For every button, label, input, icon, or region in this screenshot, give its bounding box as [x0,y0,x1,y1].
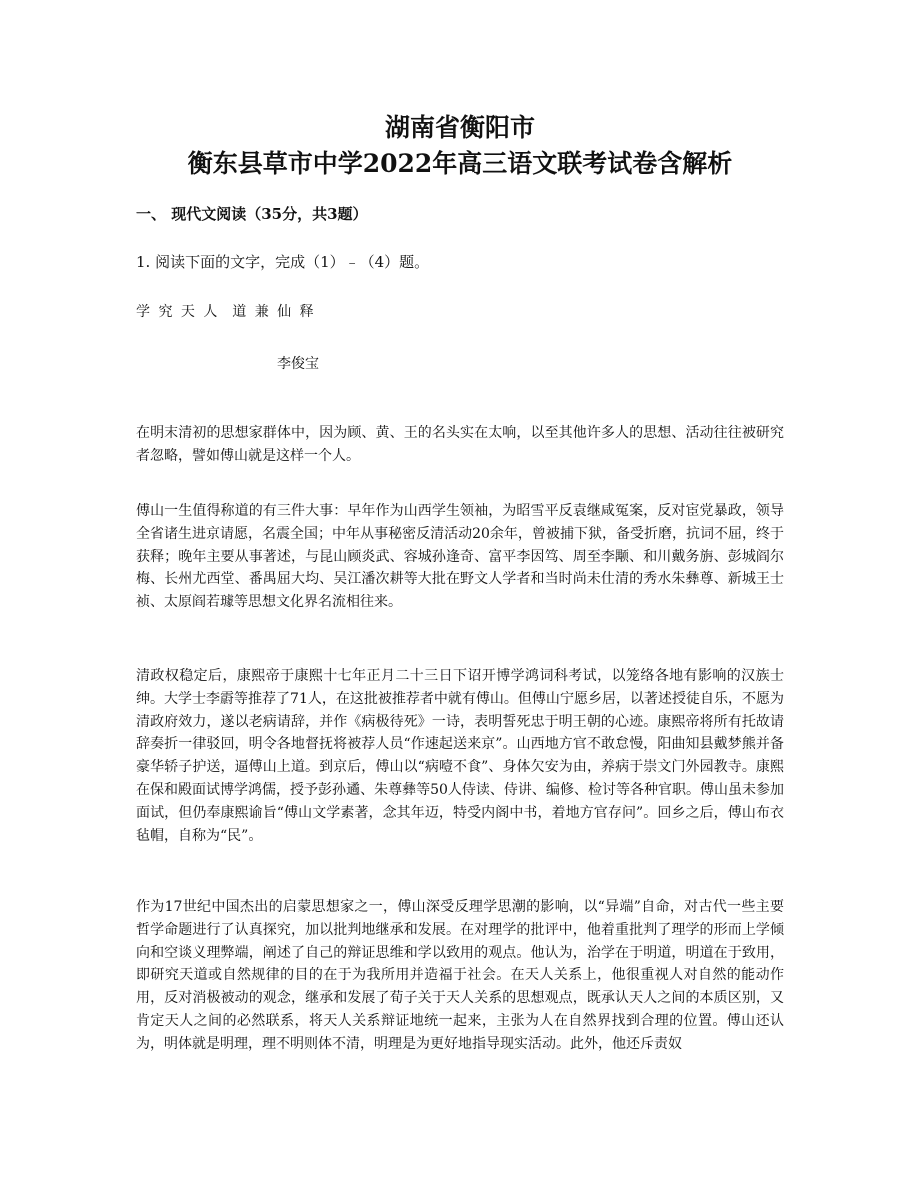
section-heading: 一、 现代文阅读（35分，共3题） [136,205,368,223]
article-author: 李俊宝 [277,356,319,372]
title-line-2: 衡东县草市中学2022年高三语文联考试卷含解析 [187,149,733,178]
title-line-1: 湖南省衡阳市 [384,113,535,142]
paragraph-1: 在明末清初的思想家群体中，因为顾、黄、王的名头实在太响，以至其他许多人的思想、活动往往被研究者忽略，譬如傅山就是这样一个人。 [136,425,784,464]
paragraph-2: 傅山一生值得称道的有三件大事：早年作为山西学生领袖，为昭雪平反袁继咸冤案，反对宦党暴政，领导全省诸生进京请愿，名震全国；中年从事秘密反清活动20余年，曾被捕下狱，备受折磨，抗词不屈，终于获释；晚年主要从事著述，与昆山顾炎武、容城孙逢奇、富平李因笃、周至李颙、和川戴务旃、彭城阎尔梅、长州尤西堂、番禺屈大均、吴江潘次耕等大批在野文人学者和当时尚未仕清的秀水朱彝尊、新城王士祯、太原阎若璩等思想文化界名流相往来。 [136,503,784,611]
article-title: 学 究 天 人 道 兼 仙 释 [136,304,316,320]
paragraph-4: 作为17世纪中国杰出的启蒙思想家之一，傅山深受反理学思潮的影响，以“异端”自命，对古代一些主要哲学命题进行了认真探究，加以批判地继承和发展。在对理学的批评中，他着重批判了理学的形而上学倾向和空谈义理弊端，阐述了自己的辩证思维和学以致用的观点。他认为，治学在于明道，明道在于致用，即研究天道或自然规律的目的在于为我所用并造福于社会。在天人关系上，他很重视人对自然的能动作用，反对消极被动的观念，继承和发展了荀子关于天人关系的思想观点，既承认天人之间的本质区别，又肯定天人之间的必然联系，将天人关系辩证地统一起来，主张为人在自然界找到合理的位置。傅山还认为，明体就是明理，理不明则体不清，明理是为更好地指导现实活动。此外，他还斥责奴 [136,899,784,1052]
document-title [0,110,920,182]
paragraph-3: 清政权稳定后，康熙帝于康熙十七年正月二十三日下诏开博学鸿词科考试，以笼络各地有影响的汉族士绅。大学士李霨等推荐了71人，在这批被推荐者中就有傅山。但傅山宁愿乡居，以著述授徒自乐，不愿为清政府效力，遂以老病请辞，并作《病极待死》一诗，表明誓死忠于明王朝的心迹。康熙帝将所有托故请辞奏折一律驳回，明令各地督抚将被荐人员“作速起送来京”。山西地方官不敢怠慢，阳曲知县戴梦熊并备豪华轿子护送，逼傅山上道。到京后，傅山以“病噎不食”、身体欠安为由，养病于崇文门外园教寺。康熙在保和殿面试博学鸿儒，授予彭孙遹、朱尊彝等50人侍读、侍讲、编修、检讨等各种官职。傅山虽未参加面试，但仍奉康熙谕旨“傅山文学素著，念其年迈，特受内阁中书，着地方官存问”。回乡之后，傅山布衣毡帽，自称为“民”。 [136,668,784,844]
question-intro: 1. 阅读下面的文字，完成（1）﹣（4）题。 [136,253,430,271]
